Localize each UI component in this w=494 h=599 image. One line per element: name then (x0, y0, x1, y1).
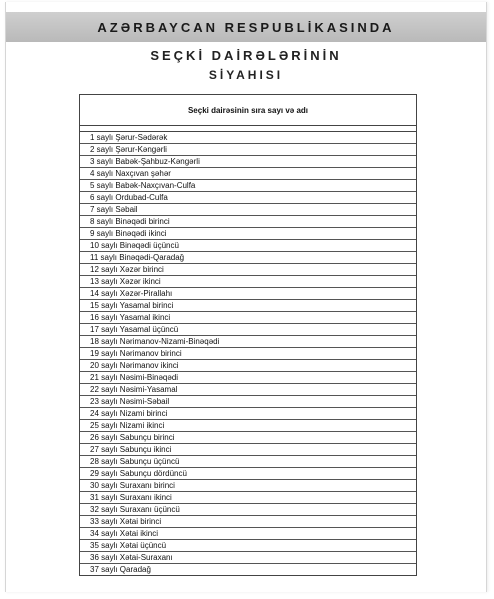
table-row: 23 saylı Nəsimi-Səbail (80, 396, 416, 408)
table-row: 27 saylı Sabunçu ikinci (80, 444, 416, 456)
table-row: 31 saylı Suraxanı ikinci (80, 492, 416, 504)
document-title: AZƏRBAYCAN RESPUBLİKASINDA (97, 19, 395, 35)
districts-table (79, 94, 417, 576)
table-row: 34 saylı Xətai ikinci (80, 528, 416, 540)
table-row: 6 saylı Ordubad-Culfa (80, 192, 416, 204)
table-row: 12 saylı Xəzər birinci (80, 264, 416, 276)
table-row: 35 saylı Xətai üçüncü (80, 540, 416, 552)
table-row: 13 saylı Xəzər ikinci (80, 276, 416, 288)
table-row: 7 saylı Səbail (80, 204, 416, 216)
table-row: 30 saylı Suraxanı birinci (80, 480, 416, 492)
table-row: 32 saylı Suraxanı üçüncü (80, 504, 416, 516)
table-row: 11 saylı Binəqədi-Qaradağ (80, 252, 416, 264)
table-row: 20 saylı Nərimanov ikinci (80, 360, 416, 372)
table-row: 16 saylı Yasamal ikinci (80, 312, 416, 324)
table-row: 2 saylı Şərur-Kəngərli (80, 144, 416, 156)
table-row: 37 saylı Qaradağ (90, 565, 151, 574)
table-row: 33 saylı Xətai birinci (80, 516, 416, 528)
document-subtitle-line1: SEÇKİ DAİRƏLƏRİNİN (150, 48, 342, 63)
title-band (6, 12, 486, 42)
table-row: 8 saylı Binəqədi birinci (80, 216, 416, 228)
table-row: 4 saylı Naxçıvan şəhər (80, 168, 416, 180)
table-row: 5 saylı Babək-Naxçıvan-Culfa (80, 180, 416, 192)
table-body (80, 132, 416, 575)
table-row: 29 saylı Sabunçu dördüncü (80, 468, 416, 480)
table-row: 14 saylı Xəzər-Pirallahı (80, 288, 416, 300)
table-row: 28 saylı Sabunçu üçüncü (80, 456, 416, 468)
table-row: 17 saylı Yasamal üçüncü (80, 324, 416, 336)
table-row: 24 saylı Nizami birinci (80, 408, 416, 420)
table-row: 19 saylı Nərimanov birinci (80, 348, 416, 360)
table-row: 36 saylı Xətai-Suraxanı (80, 552, 416, 564)
table-row: 26 saylı Sabunçu birinci (80, 432, 416, 444)
table-row: 15 saylı Yasamal birinci (80, 300, 416, 312)
table-row: 3 saylı Babək-Şahbuz-Kəngərli (80, 156, 416, 168)
table-row: 10 saylı Binəqədi üçüncü (80, 240, 416, 252)
table-row: 9 saylı Binəqədi ikinci (80, 228, 416, 240)
table-row: 21 saylı Nəsimi-Binəqədi (80, 372, 416, 384)
table-header: Seçki dairəsinin sıra sayı və adı (80, 95, 416, 126)
table-row: 1 saylı Şərur-Sədərək (80, 132, 416, 144)
document-subtitle-line2: SİYAHISI (208, 68, 284, 82)
table-row: 25 saylı Nizami ikinci (80, 420, 416, 432)
table-row: 18 saylı Nərimanov-Nizami-Binəqədi (80, 336, 416, 348)
table-row: 22 saylı Nəsimi-Yasamal (80, 384, 416, 396)
